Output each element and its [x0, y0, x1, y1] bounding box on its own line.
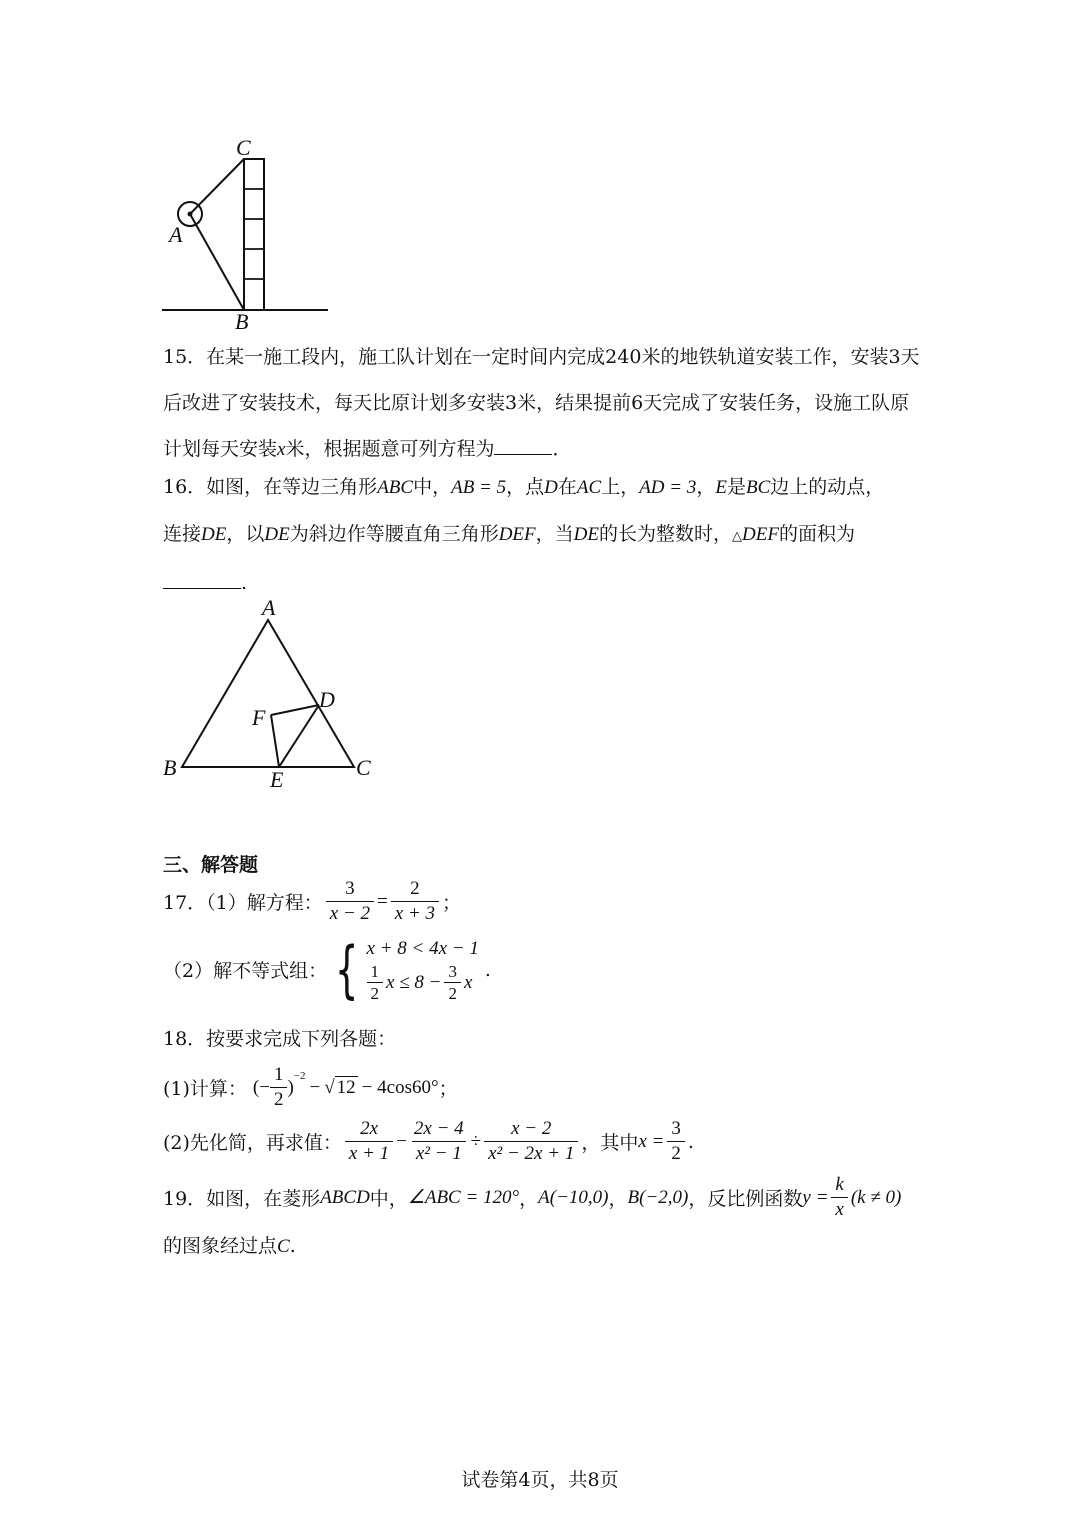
wall-column [244, 159, 264, 310]
segment-de [279, 705, 319, 767]
label-b: B [235, 309, 249, 334]
label-f: F [252, 705, 266, 730]
question-15 [163, 334, 920, 473]
segment-fe [271, 715, 279, 767]
segment-ab [190, 214, 244, 310]
q15-line-3: 计划每天安装x米，根据题意可列方程为 ． [163, 426, 920, 473]
label-a: A [169, 222, 183, 247]
q19-line-1: 19．如图，在菱形 ABCD 中， ∠ABC = 120° ， A(−10,0) ， B(−2,0) ，反比例函数 y = $\frac{k}{x}$ (k ≠ 0) [163, 1174, 902, 1220]
figure-triangle-diagram [158, 595, 388, 795]
q16-line-2: 连接DE，以DE为斜边作等腰直角三角形DEF，当DE的长为整数时，△DEF的面积为 [163, 523, 855, 545]
q15-line-1: 15．在某一施工段内，施工队计划在一定时间内完成240米的地铁轨道安装工作，安装3天 [163, 346, 920, 368]
q18-title: 18．按要求完成下列各题： [163, 1028, 397, 1050]
question-16 [163, 464, 884, 606]
q19-line-2: 的图象经过点C. [163, 1235, 296, 1257]
q18-part-1: (1)计算： (− $\frac{1}{2}$ ) $^{-2}$ − √ 12 − 4cos60° ； [163, 1064, 458, 1110]
q15-line-2: 后改进了安装技术，每天比原计划多安装3米，结果提前6天完成了安装任务，设施工队原 [163, 392, 910, 414]
q18-part-2: (2)先化简，再求值： $\frac{2x}{x + 1}$ − $\frac{2x - 4}{\text{x² − 1}}$ ÷ $\frac{x - 2}{\text{x² − 2x + 1}}$ ，其中 x = $\frac{3}{2}$ . [163, 1118, 694, 1164]
brace: { [334, 932, 359, 1006]
label-a: A [262, 595, 276, 620]
var-x: x [277, 439, 286, 460]
segment-fd [271, 705, 319, 715]
center-a [188, 212, 193, 217]
label-e: E [270, 767, 284, 792]
q16-line-1: 16．如图，在等边三角形ABC中，AB = 5，点D在AC上，AD = 3，E是BC边上的动点， [163, 476, 885, 498]
label-b: B [163, 755, 177, 780]
q16-line-3: . [163, 560, 884, 606]
label-c: C [236, 135, 251, 160]
q17-part-2: （2）解不等式组： { x + 8 < 4x − 1 $\frac{1}{2}$ x ≤ 8 − $\frac{3}{2}$ x . [163, 932, 491, 1006]
page-footer: 试卷第4页，共8页 [461, 1469, 619, 1491]
label-d: D [319, 687, 335, 712]
q17-part-1: 17．（1）解方程： $\frac{3}{x - 2}$ = $\frac{2}{x + 3}$ ； [163, 878, 462, 924]
answer-blank-16[interactable] [163, 566, 241, 589]
section-title: 三、解答题 [163, 854, 259, 876]
figure-wall-diagram [160, 135, 340, 335]
answer-blank-15[interactable] [494, 432, 552, 455]
label-c: C [356, 755, 371, 780]
